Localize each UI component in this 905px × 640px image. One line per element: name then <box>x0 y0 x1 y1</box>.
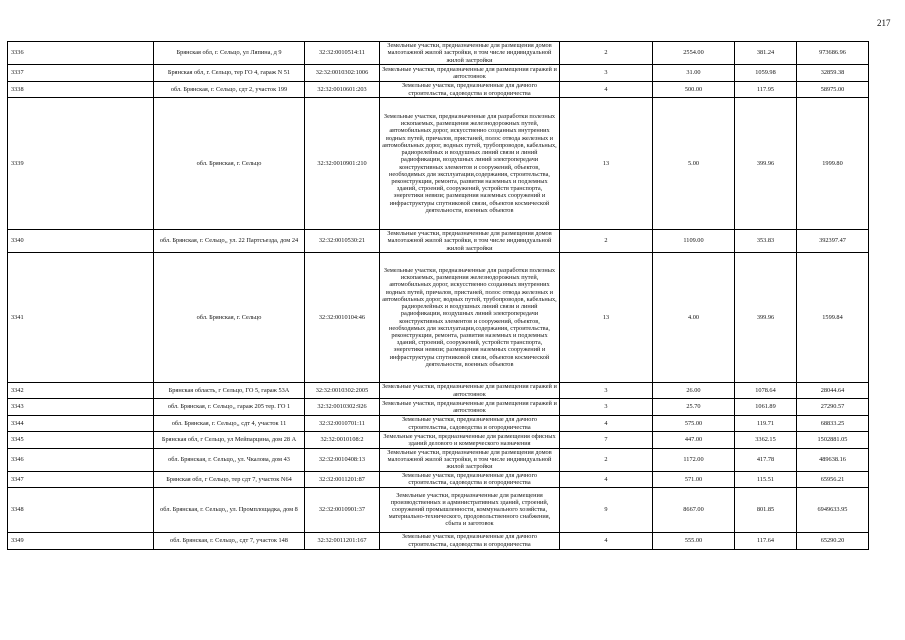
group-number-cell: 3 <box>560 383 653 399</box>
record-number-cell: 3336 <box>8 42 154 65</box>
specific-value-cell: 119.71 <box>735 416 797 432</box>
cadastral-number-cell: 32:32:0010302:1006 <box>305 65 380 82</box>
cadastral-number-cell: 32:32:0010530:21 <box>305 230 380 253</box>
area-cell: 555.00 <box>653 532 735 549</box>
group-number-cell: 7 <box>560 432 653 449</box>
area-cell: 500.00 <box>653 82 735 98</box>
record-number-cell: 3338 <box>8 82 154 98</box>
table-row <box>8 449 869 472</box>
land-use-cell: Земельные участки, предназначенные для размещения производственных и административных зданий, строений, сооружений промышленности, коммунального хозяйства, материально-технического, продовольственного снабжения, сбыта и заготовок <box>380 487 560 532</box>
record-number-cell: 3340 <box>8 230 154 253</box>
land-register-table <box>7 41 869 550</box>
land-use-cell: Земельные участки, предназначенные для разработки полезных ископаемых, размещения железнодорожных путей, автомобильных дорог, искусственно созданных внутренних водных путей, причалов, пристаней, полос отвода железных и автомобильных дорог, водных путей, трубопроводов, кабельных, радиорелейных и воздушных линий связи и линий радиофикации, воздушных линий электропередачи конструктивных элементов и сооружений, объектов, необходимых для эксплуатации,содержания, строительства, реконструкции, ремонта, развития наземных и подземных зданий, строений, сооружений, устройств транспорта, энергетики невязи; размещения наземных сооружений и инфраструктуры спутниковой связи, объектов космической деятельности, военных объектов <box>380 253 560 383</box>
table-row <box>8 532 869 549</box>
group-number-cell: 13 <box>560 253 653 383</box>
record-number-cell: 3342 <box>8 383 154 399</box>
page-number: 217 <box>877 18 891 28</box>
record-number-cell: 3341 <box>8 253 154 383</box>
group-number-cell: 2 <box>560 42 653 65</box>
area-cell: 1109.00 <box>653 230 735 253</box>
land-use-cell: Земельные участки, предназначенные для разработки полезных ископаемых, размещения железнодорожных путей, автомобильных дорог, искусственно созданных внутренних водных путей, причалов, пристаней, полос отвода железных и автомобильных дорог, водных путей, трубопроводов, кабельных, радиорелейных и воздушных линий связи и линий радиофикации, воздушных линий электропередачи конструктивных элементов и сооружений, объектов, необходимых для эксплуатации,содержания, строительства, реконструкции, ремонта, развития наземных и подземных зданий, строений, сооружений, устройств транспорта, энергетики невязи; размещения наземных сооружений и инфраструктуры спутниковой связи, объектов космической деятельности, военных объектов <box>380 98 560 230</box>
table-row <box>8 487 869 532</box>
specific-value-cell: 381.24 <box>735 42 797 65</box>
cadastral-number-cell: 32:32:0010701:11 <box>305 416 380 432</box>
address-cell: обл. Брянская, г. Сельцо,, ул. Чкалова, дом 43 <box>154 449 305 472</box>
specific-value-cell: 115.51 <box>735 471 797 487</box>
table-row <box>8 416 869 432</box>
table-row <box>8 98 869 230</box>
cadastral-number-cell: 32:32:0010302:2005 <box>305 383 380 399</box>
record-number-cell: 3339 <box>8 98 154 230</box>
cadastral-number-cell: 32:32:0010901:37 <box>305 487 380 532</box>
table-row <box>8 42 869 65</box>
table-row <box>8 399 869 416</box>
area-cell: 575.00 <box>653 416 735 432</box>
cadastral-number-cell: 32:32:0011201:167 <box>305 532 380 549</box>
group-number-cell: 13 <box>560 98 653 230</box>
group-number-cell: 2 <box>560 230 653 253</box>
specific-value-cell: 1061.89 <box>735 399 797 416</box>
cadastral-number-cell: 32:32:0010601:203 <box>305 82 380 98</box>
address-cell: Брянская обл, г Сельцо, ул Мейпарцина, дом 28 А <box>154 432 305 449</box>
cadastral-value-cell: 1999.80 <box>797 98 869 230</box>
address-cell: обл. Брянская, г. Сельцо,, гараж 205 тер. ГО 1 <box>154 399 305 416</box>
cadastral-value-cell: 65290.20 <box>797 532 869 549</box>
cadastral-value-cell: 68833.25 <box>797 416 869 432</box>
address-cell: обл. Брянская, г. Сельцо <box>154 253 305 383</box>
address-cell: обл. Брянская, г. Сельцо,, ул. Промплощадка, дом 8 <box>154 487 305 532</box>
address-cell: Брянская область, г Сельцо, ГО 5, гараж 53А <box>154 383 305 399</box>
specific-value-cell: 399.96 <box>735 98 797 230</box>
cadastral-value-cell: 6949633.95 <box>797 487 869 532</box>
table-row <box>8 65 869 82</box>
address-cell: обл. Брянская, г. Сельцо,, сдт 4, участок 11 <box>154 416 305 432</box>
specific-value-cell: 399.96 <box>735 253 797 383</box>
cadastral-number-cell: 32:32:0010901:210 <box>305 98 380 230</box>
group-number-cell: 4 <box>560 82 653 98</box>
group-number-cell: 2 <box>560 449 653 472</box>
table-row <box>8 383 869 399</box>
area-cell: 571.00 <box>653 471 735 487</box>
record-number-cell: 3348 <box>8 487 154 532</box>
land-use-cell: Земельные участки, предназначенные для дачного строительства, садоводства и огородничества <box>380 532 560 549</box>
specific-value-cell: 801.85 <box>735 487 797 532</box>
area-cell: 2554.00 <box>653 42 735 65</box>
land-use-cell: Земельные участки, предназначенные для размещения гаражей и автостоянок <box>380 383 560 399</box>
land-use-cell: Земельные участки, предназначенные для размещения домов малоэтажной жилой застройки, в том числе индивидуальной жилой застройки <box>380 230 560 253</box>
cadastral-number-cell: 32:32:0010302:926 <box>305 399 380 416</box>
cadastral-number-cell: 32:32:0010104:46 <box>305 253 380 383</box>
specific-value-cell: 1078.64 <box>735 383 797 399</box>
land-use-cell: Земельные участки, предназначенные для дачного строительства, садоводства и огородничества <box>380 471 560 487</box>
address-cell: Брянская обл, г. Сельцо, тер ГО 4, гараж N 51 <box>154 65 305 82</box>
address-cell: обл. Брянская, г. Сельцо <box>154 98 305 230</box>
land-use-cell: Земельные участки, предназначенные для дачного строительства, садоводства и огородничества <box>380 416 560 432</box>
specific-value-cell: 117.64 <box>735 532 797 549</box>
area-cell: 4.00 <box>653 253 735 383</box>
cadastral-value-cell: 27290.57 <box>797 399 869 416</box>
land-use-cell: Земельные участки, предназначенные для размещения домов малоэтажной жилой застройки, в том числе индивидуальной жилой застройки <box>380 42 560 65</box>
record-number-cell: 3349 <box>8 532 154 549</box>
area-cell: 5.00 <box>653 98 735 230</box>
cadastral-value-cell: 65956.21 <box>797 471 869 487</box>
record-number-cell: 3343 <box>8 399 154 416</box>
area-cell: 447.00 <box>653 432 735 449</box>
address-cell: обл. Брянская, г. Сельцо,, ул. 22 Партсъезда, дом 24 <box>154 230 305 253</box>
record-number-cell: 3347 <box>8 471 154 487</box>
table-row <box>8 253 869 383</box>
land-use-cell: Земельные участки, предназначенные для размещения гаражей и автостоянок <box>380 399 560 416</box>
area-cell: 31.00 <box>653 65 735 82</box>
specific-value-cell: 3362.15 <box>735 432 797 449</box>
cadastral-value-cell: 32859.38 <box>797 65 869 82</box>
land-use-cell: Земельные участки, предназначенные для размещения офисных зданий делового и коммерческого назначения <box>380 432 560 449</box>
group-number-cell: 3 <box>560 65 653 82</box>
cadastral-number-cell: 32:32:0010514:11 <box>305 42 380 65</box>
address-cell: Брянская обл, г Сельцо, тер сдт 7, участок N64 <box>154 471 305 487</box>
address-cell: обл. Брянская, г. Сельцо,, сдт 7, участок 148 <box>154 532 305 549</box>
record-number-cell: 3345 <box>8 432 154 449</box>
cadastral-value-cell: 58975.00 <box>797 82 869 98</box>
cadastral-value-cell: 392397.47 <box>797 230 869 253</box>
specific-value-cell: 1059.98 <box>735 65 797 82</box>
specific-value-cell: 353.83 <box>735 230 797 253</box>
area-cell: 1172.00 <box>653 449 735 472</box>
table-row <box>8 82 869 98</box>
specific-value-cell: 417.78 <box>735 449 797 472</box>
area-cell: 8667.00 <box>653 487 735 532</box>
area-cell: 25.70 <box>653 399 735 416</box>
record-number-cell: 3337 <box>8 65 154 82</box>
group-number-cell: 4 <box>560 416 653 432</box>
cadastral-value-cell: 1599.84 <box>797 253 869 383</box>
group-number-cell: 3 <box>560 399 653 416</box>
land-use-cell: Земельные участки, предназначенные для размещения домов малоэтажной жилой застройки, в том числе индивидуальной жилой застройки <box>380 449 560 472</box>
land-use-cell: Земельные участки, предназначенные для дачного строительства, садоводства и огородничества <box>380 82 560 98</box>
record-number-cell: 3346 <box>8 449 154 472</box>
table-row <box>8 230 869 253</box>
land-use-cell: Земельные участки, предназначенные для размещения гаражей и автостоянок <box>380 65 560 82</box>
cadastral-number-cell: 32:32:0011201:87 <box>305 471 380 487</box>
group-number-cell: 4 <box>560 532 653 549</box>
cadastral-value-cell: 28044.64 <box>797 383 869 399</box>
group-number-cell: 4 <box>560 471 653 487</box>
cadastral-number-cell: 32:32:0010108:2 <box>305 432 380 449</box>
cadastral-value-cell: 973686.96 <box>797 42 869 65</box>
address-cell: Брянская обл, г. Сельцо, ул Ляпина, д 9 <box>154 42 305 65</box>
table-row <box>8 471 869 487</box>
record-number-cell: 3344 <box>8 416 154 432</box>
address-cell: обл. Брянская, г. Сельцо, сдт 2, участок 199 <box>154 82 305 98</box>
cadastral-number-cell: 32:32:0010408:13 <box>305 449 380 472</box>
area-cell: 26.00 <box>653 383 735 399</box>
table-row <box>8 432 869 449</box>
cadastral-value-cell: 489638.16 <box>797 449 869 472</box>
group-number-cell: 9 <box>560 487 653 532</box>
specific-value-cell: 117.95 <box>735 82 797 98</box>
cadastral-value-cell: 1502881.05 <box>797 432 869 449</box>
